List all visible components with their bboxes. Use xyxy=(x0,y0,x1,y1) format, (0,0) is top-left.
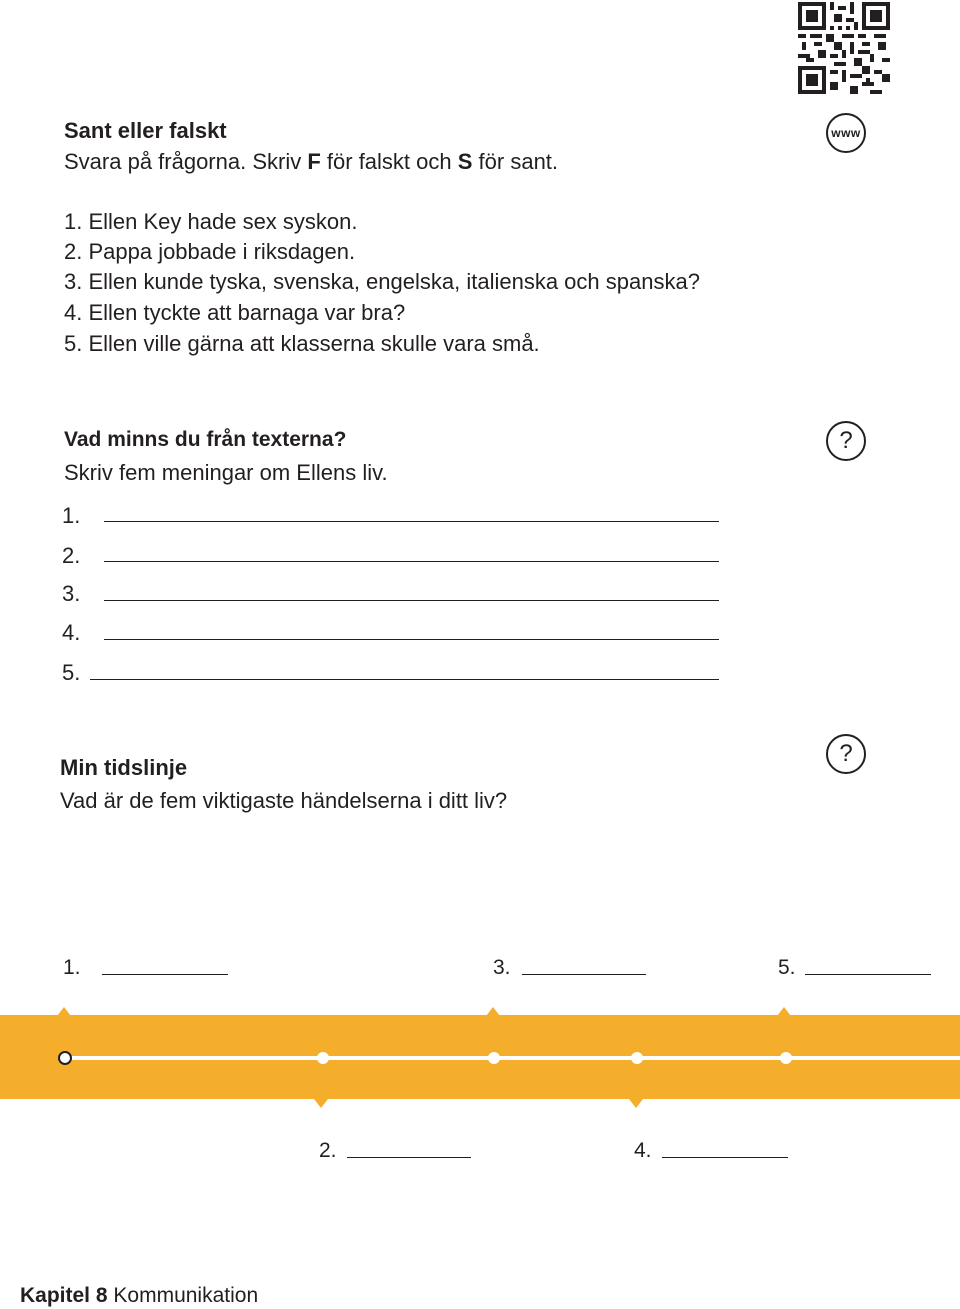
qr-code-icon xyxy=(798,2,890,94)
timeline-answer-line[interactable] xyxy=(662,1157,788,1158)
timeline-label-3: 3. xyxy=(493,956,511,979)
question-icon xyxy=(826,734,866,774)
timeline-tick xyxy=(486,1007,500,1016)
question-item: 4. Ellen tyckte att barnaga var bra? xyxy=(64,300,406,325)
www-icon-label: www xyxy=(831,126,861,140)
question-icon xyxy=(826,421,866,461)
instruction-part: Svara på frågorna. Skriv xyxy=(64,149,308,174)
timeline-dot xyxy=(488,1052,500,1064)
chapter-number: 8 xyxy=(95,1284,108,1307)
answer-line[interactable] xyxy=(104,561,719,562)
section-title-true-false: Sant eller falskt xyxy=(64,118,227,143)
timeline-answer-line[interactable] xyxy=(522,974,646,975)
answer-line[interactable] xyxy=(90,679,719,680)
question-item: 5. Ellen ville gärna att klasserna skulle vara små. xyxy=(64,331,540,356)
question-mark: ? xyxy=(839,740,853,767)
line-number: 2. xyxy=(62,543,81,568)
section-title-memory: Vad minns du från texterna? xyxy=(64,428,347,451)
timeline-tick xyxy=(57,1007,71,1016)
timeline-dot xyxy=(631,1052,643,1064)
section-title-timeline: Min tidslinje xyxy=(60,755,188,780)
question-item: 1. Ellen Key hade sex syskon. xyxy=(64,209,358,234)
question-item: 2. Pappa jobbade i riksdagen. xyxy=(64,239,356,264)
timeline-line xyxy=(65,1056,960,1060)
timeline-answer-line[interactable] xyxy=(102,974,228,975)
timeline-tick xyxy=(314,1099,328,1108)
timeline-tick xyxy=(629,1099,643,1108)
line-number: 1. xyxy=(62,503,81,528)
instruction-part: för falskt och xyxy=(320,149,458,174)
timeline-label-1: 1. xyxy=(63,956,81,979)
chapter-title: Kommunikation xyxy=(113,1284,259,1307)
instruction-f: F xyxy=(307,149,321,174)
section-instruction: Vad är de fem viktigaste händelserna i ditt liv? xyxy=(60,788,508,813)
timeline-answer-line[interactable] xyxy=(347,1157,471,1158)
timeline-dot xyxy=(317,1052,329,1064)
answer-line[interactable] xyxy=(104,600,719,601)
section-instruction: Skriv fem meningar om Ellens liv. xyxy=(64,460,388,485)
instruction-s: S xyxy=(457,149,473,174)
line-number: 5. xyxy=(62,660,81,685)
timeline-label-4: 4. xyxy=(634,1139,652,1162)
answer-line[interactable] xyxy=(104,639,719,640)
timeline-answer-line[interactable] xyxy=(805,974,931,975)
timeline-label-2: 2. xyxy=(319,1139,337,1162)
section-instruction xyxy=(64,149,558,175)
instruction-part: för sant. xyxy=(472,149,559,174)
timeline-label-5: 5. xyxy=(778,956,796,979)
answer-line[interactable] xyxy=(104,521,719,522)
page-footer xyxy=(20,1283,258,1309)
line-number: 3. xyxy=(62,581,81,606)
question-mark: ? xyxy=(839,427,853,454)
chapter-word: Kapitel xyxy=(20,1284,91,1307)
www-icon[interactable] xyxy=(826,113,866,153)
question-item: 3. Ellen kunde tyska, svenska, engelska, italienska och spanska? xyxy=(64,269,700,294)
timeline-start-dot xyxy=(58,1051,72,1065)
timeline-tick xyxy=(777,1007,791,1016)
line-number: 4. xyxy=(62,620,81,645)
timeline-dot xyxy=(780,1052,792,1064)
